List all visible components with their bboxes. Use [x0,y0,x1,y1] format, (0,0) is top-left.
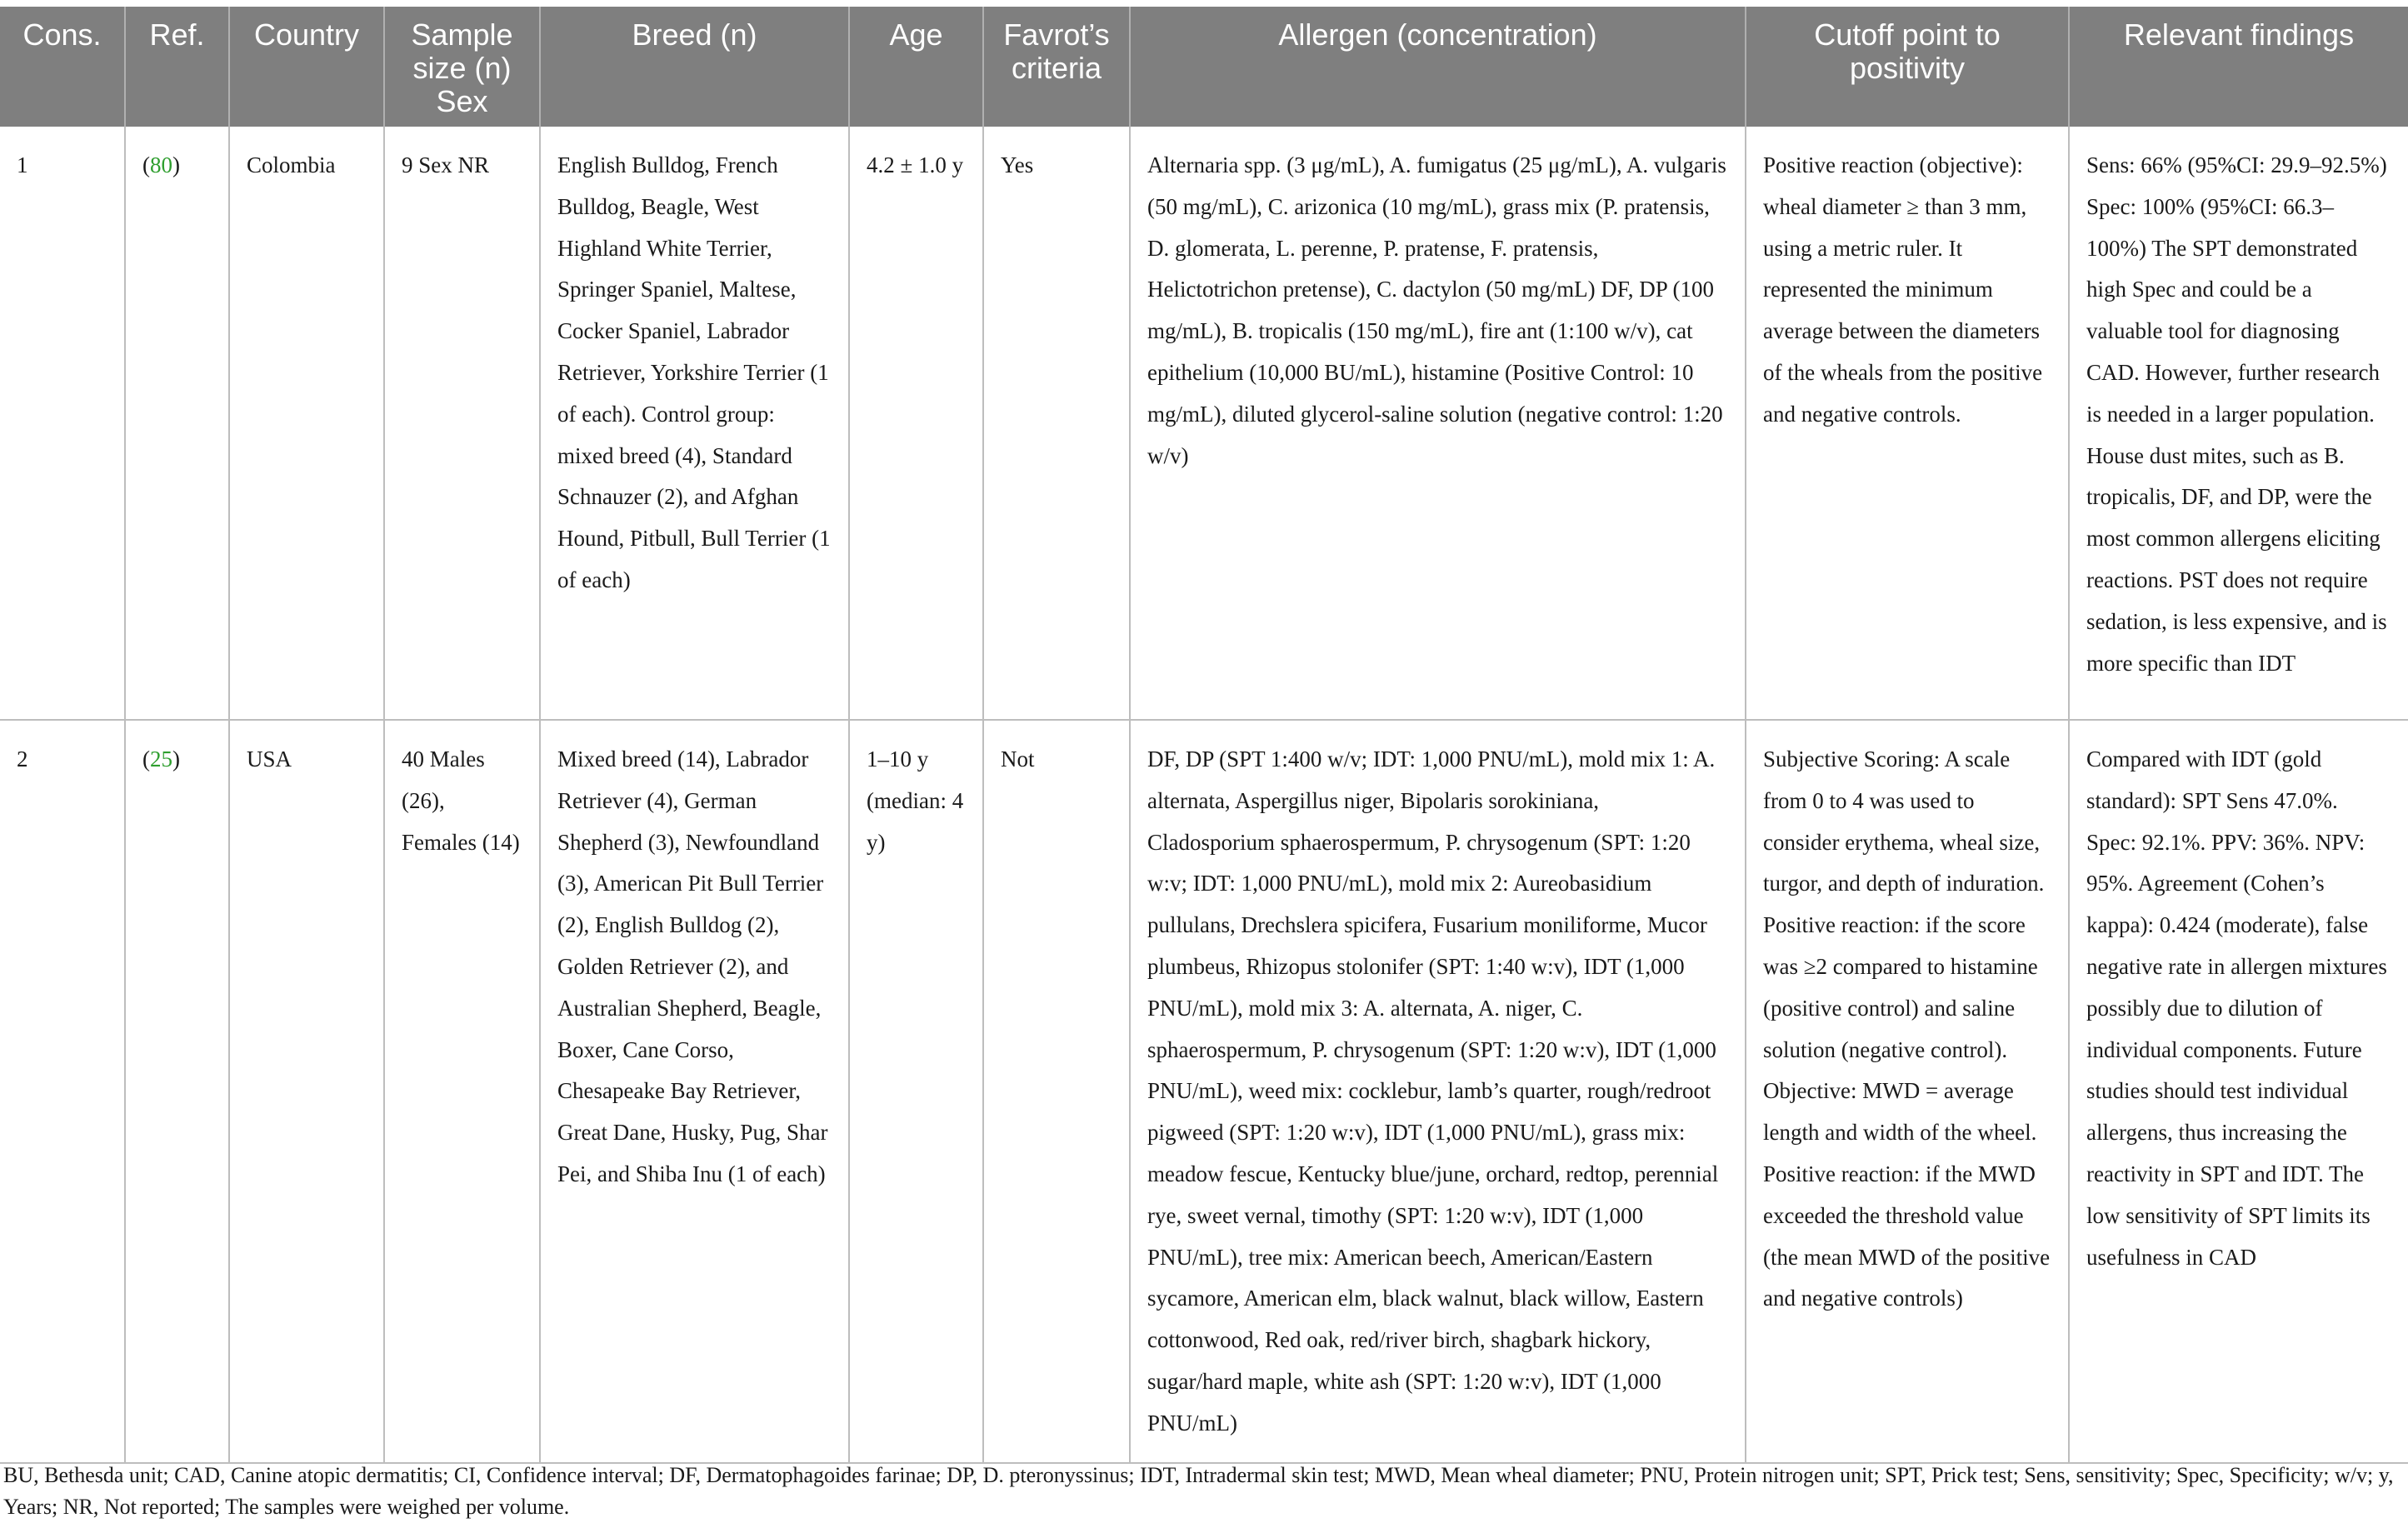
cell-favrot: Not [983,720,1130,1463]
header-cons: Cons. [0,7,125,127]
table-row [0,127,2408,720]
cell-sample: 9 Sex NR [384,127,540,720]
header-ref: Ref. [125,7,229,127]
cell-sample: 40 Males (26), Females (14) [384,720,540,1463]
ref-link[interactable]: 25 [150,747,172,771]
ref-link[interactable]: 80 [150,152,172,177]
cell-allergen: Alternaria spp. (3 μg/mL), A. fumigatus (25 μg/mL), A. vulgaris (50 mg/mL), C. arizonica (10 mg/mL), grass mix (P. pratensis, D. glomerata, L. perenne, P. pratense, F. pratensis, Helictotrichon pretense), C. dactylon (50 mg/mL) DF, DP (100 mg/mL), B. tropicalis (150 mg/mL), fire ant (1:100 w/v), cat epithelium (10,000 BU/mL), histamine (Positive Control: 10 mg/mL), diluted glycerol-saline solution (negative control: 1:20 w/v) [1130,127,1746,720]
header-allergen: Allergen (concentration) [1130,7,1746,127]
cell-breed: English Bulldog, French Bulldog, Beagle, West Highland White Terrier, Springer Spaniel, Maltese, Cocker Spaniel, Labrador Retriever, Yorkshire Terrier (1 of each). Control group: mixed breed (4), Standard Schnauzer (2), and Afghan Hound, Pitbull, Bull Terrier (1 of each) [540,127,849,720]
cell-age: 4.2 ± 1.0 y [849,127,983,720]
cell-age: 1–10 y (median: 4 y) [849,720,983,1463]
cell-country: USA [229,720,384,1463]
cell-cons: 2 [0,720,125,1463]
cell-ref [125,127,229,720]
header-age: Age [849,7,983,127]
cell-country: Colombia [229,127,384,720]
ref-paren-open: ( [142,747,150,771]
table-footnote: BU, Bethesda unit; CAD, Canine atopic dermatitis; CI, Confidence interval; DF, Dermatophagoides farinae; DP, D. pteronyssinus; IDT, Intradermal skin test; MWD, Mean wheal diameter; PNU, Protein nitrogen unit; SPT, Prick test; Sens, sensitivity; Spec, Specificity; w/v; y, Years; NR, Not reported; The samples were weighed per volume. [3,1463,2394,1519]
cell-ref [125,720,229,1463]
study-table [0,7,2408,1464]
cell-findings: Sens: 66% (95%CI: 29.9–92.5%) Spec: 100% (95%CI: 66.3–100%) The SPT demonstrated high Spec and could be a valuable tool for diagnosing CAD. However, further research is needed in a larger population. House dust mites, such as B. tropicalis, DF, and DP, were the most common allergens eliciting reactions. PST does not require sedation, is less expensive, and is more specific than IDT [2069,127,2408,720]
cell-cutoff: Subjective Scoring: A scale from 0 to 4 was used to consider erythema, wheal size, turgor, and depth of induration. Positive reaction: if the score was ≥2 compared to histamine (positive control) and saline solution (negative control). Objective: MWD = average length and width of the wheel. Positive reaction: if the MWD exceeded the threshold value (the mean MWD of the positive and negative controls) [1746,720,2069,1463]
table-container [0,7,2408,1464]
table-row [0,720,2408,1463]
header-sample: Sample size (n) Sex [384,7,540,127]
header-breed: Breed (n) [540,7,849,127]
cell-favrot: Yes [983,127,1130,720]
ref-paren-close: ) [172,152,180,177]
cell-cons: 1 [0,127,125,720]
cell-findings: Compared with IDT (gold standard): SPT Sens 47.0%. Spec: 92.1%. PPV: 36%. NPV: 95%. Agreement (Cohen’s kappa): 0.424 (moderate), false negative rate in allergen mixtures possibly due to dilution of individual components. Future studies should test individual allergens, thus increasing the reactivity in SPT and IDT. The low sensitivity of SPT limits its usefulness in CAD [2069,720,2408,1463]
ref-paren-open: ( [142,152,150,177]
header-row [0,7,2408,127]
cell-allergen: DF, DP (SPT 1:400 w/v; IDT: 1,000 PNU/mL), mold mix 1: A. alternata, Aspergillus niger, Bipolaris sorokiniana, Cladosporium sphaerospermum, P. chrysogenum (SPT: 1:20 w:v; IDT: 1,000 PNU/mL), mold mix 2: Aureobasidium pullulans, Drechslera spicifera, Fusarium moniliforme, Mucor plumbeus, Rhizopus stolonifer (SPT: 1:40 w:v), IDT (1,000 PNU/mL), mold mix 3: A. alternata, A. niger, C. sphaerospermum, P. chrysogenum (SPT: 1:20 w:v), IDT (1,000 PNU/mL), weed mix: cocklebur, lamb’s quarter, rough/redroot pigweed (SPT: 1:20 w:v), IDT (1,000 PNU/mL), grass mix: meadow fescue, Kentucky blue/june, orchard, redtop, perennial rye, sweet vernal, timothy (SPT: 1:20 w:v), IDT (1,000 PNU/mL), tree mix: American beech, American/Eastern sycamore, American elm, black walnut, black willow, Eastern cottonwood, Red oak, red/river birch, shagbark hickory, sugar/hard maple, white ash (SPT: 1:20 w:v), IDT (1,000 PNU/mL) [1130,720,1746,1463]
header-favrot: Favrot’s criteria [983,7,1130,127]
ref-paren-close: ) [172,747,180,771]
header-country: Country [229,7,384,127]
header-cutoff: Cutoff point to positivity [1746,7,2069,127]
cell-breed: Mixed breed (14), Labrador Retriever (4), German Shepherd (3), Newfoundland (3), American Pit Bull Terrier (2), English Bulldog (2), Golden Retriever (2), and Australian Shepherd, Beagle, Boxer, Cane Corso, Chesapeake Bay Retriever, Great Dane, Husky, Pug, Shar Pei, and Shiba Inu (1 of each) [540,720,849,1463]
header-findings: Relevant findings [2069,7,2408,127]
cell-cutoff: Positive reaction (objective): wheal diameter ≥ than 3 mm, using a metric ruler. It represented the minimum average between the diameters of the wheals from the positive and negative controls. [1746,127,2069,720]
